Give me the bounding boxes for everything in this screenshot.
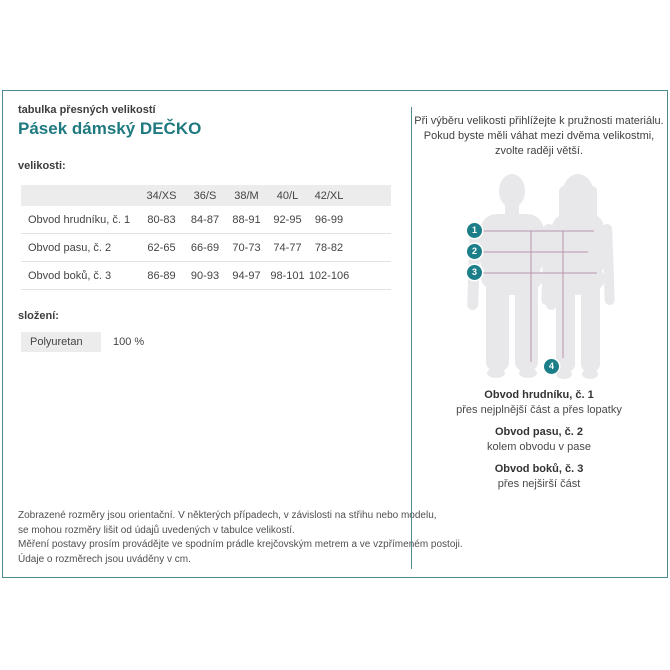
composition-section-label: složení:	[18, 310, 59, 322]
legend-title: Obvod pasu, č. 2	[494, 426, 584, 438]
legend-entry	[412, 425, 666, 455]
footnote-line: se mohou rozměry lišit od údajů uvedených v tabulce velikostí.	[18, 524, 295, 536]
size-value: 94-97	[226, 262, 267, 290]
legend-entry	[412, 388, 666, 418]
size-table	[21, 185, 391, 290]
legend-title: Obvod boků, č. 3	[494, 463, 584, 475]
table-row	[21, 206, 391, 234]
composition-percent: 100 %	[113, 336, 145, 348]
size-advice-line: Při výběru velikosti přihlížejte k pružnosti materiálu.	[414, 115, 664, 127]
legend-description: kolem obvodu v pase	[487, 441, 591, 453]
size-value: 84-87	[184, 206, 226, 234]
footnote-line: Zobrazené rozměry jsou orientační. V některých případech, v závislosti na střihu nebo modelu,	[18, 510, 437, 521]
size-value: 62-65	[139, 234, 184, 262]
sizes-section-label: velikosti:	[18, 160, 66, 172]
size-advice-line: zvolte raději větší.	[494, 145, 584, 157]
footnote-line: Údaje o rozměrech jsou uváděny v cm.	[18, 553, 191, 565]
legend-description: přes nejplnější část a přes lopatky	[456, 404, 622, 416]
measurement-legend	[412, 388, 666, 499]
size-advice-text	[412, 114, 666, 159]
footnotes	[18, 509, 463, 567]
legend-description: přes nejširší část	[497, 478, 581, 490]
size-value: 66-69	[184, 234, 226, 262]
size-value: 96-99	[308, 206, 350, 234]
marker-3-badge: 3	[467, 265, 482, 280]
size-value: 78-82	[308, 234, 350, 262]
size-value: 70-73	[226, 234, 267, 262]
page-title: Pásek dámský DEČKO	[18, 119, 202, 138]
size-chart-panel	[2, 90, 668, 578]
size-table-header-row	[21, 185, 391, 206]
size-advice-line: Pokud byste měli váhat mezi dvěma velikostmi,	[423, 130, 655, 142]
table-eyebrow-label: tabulka přesných velikostí	[18, 104, 156, 116]
size-value: 98-101	[267, 262, 308, 290]
size-value: 80-83	[139, 206, 184, 234]
footnote-line: Měření postavy prosím provádějte ve spodním prádle krejčovským metrem a ve vzpřímeném postoji.	[18, 539, 463, 550]
size-col-header: 36/S	[184, 185, 226, 206]
table-row	[21, 262, 391, 290]
size-value: 88-91	[226, 206, 267, 234]
composition-material: Polyuretan	[21, 332, 101, 352]
marker-2-badge: 2	[467, 244, 482, 259]
size-table-filler-cell	[350, 185, 391, 206]
size-col-header: 34/XS	[139, 185, 184, 206]
size-col-header: 38/M	[226, 185, 267, 206]
size-value: 92-95	[267, 206, 308, 234]
size-table-corner-cell	[21, 185, 139, 206]
size-value: 102-106	[308, 262, 350, 290]
row-label: Obvod pasu, č. 2	[21, 234, 139, 262]
legend-entry	[412, 462, 666, 492]
marker-4-badge: 4	[544, 359, 559, 374]
size-col-header: 42/XL	[308, 185, 350, 206]
row-label: Obvod hrudníku, č. 1	[21, 206, 139, 234]
table-row	[21, 234, 391, 262]
size-col-header: 40/L	[267, 185, 308, 206]
size-value: 86-89	[139, 262, 184, 290]
row-label: Obvod boků, č. 3	[21, 262, 139, 290]
female-figure-silhouette	[541, 174, 615, 379]
legend-title: Obvod hrudníku, č. 1	[484, 389, 594, 401]
size-value: 74-77	[267, 234, 308, 262]
marker-1-badge: 1	[467, 223, 482, 238]
size-value: 90-93	[184, 262, 226, 290]
